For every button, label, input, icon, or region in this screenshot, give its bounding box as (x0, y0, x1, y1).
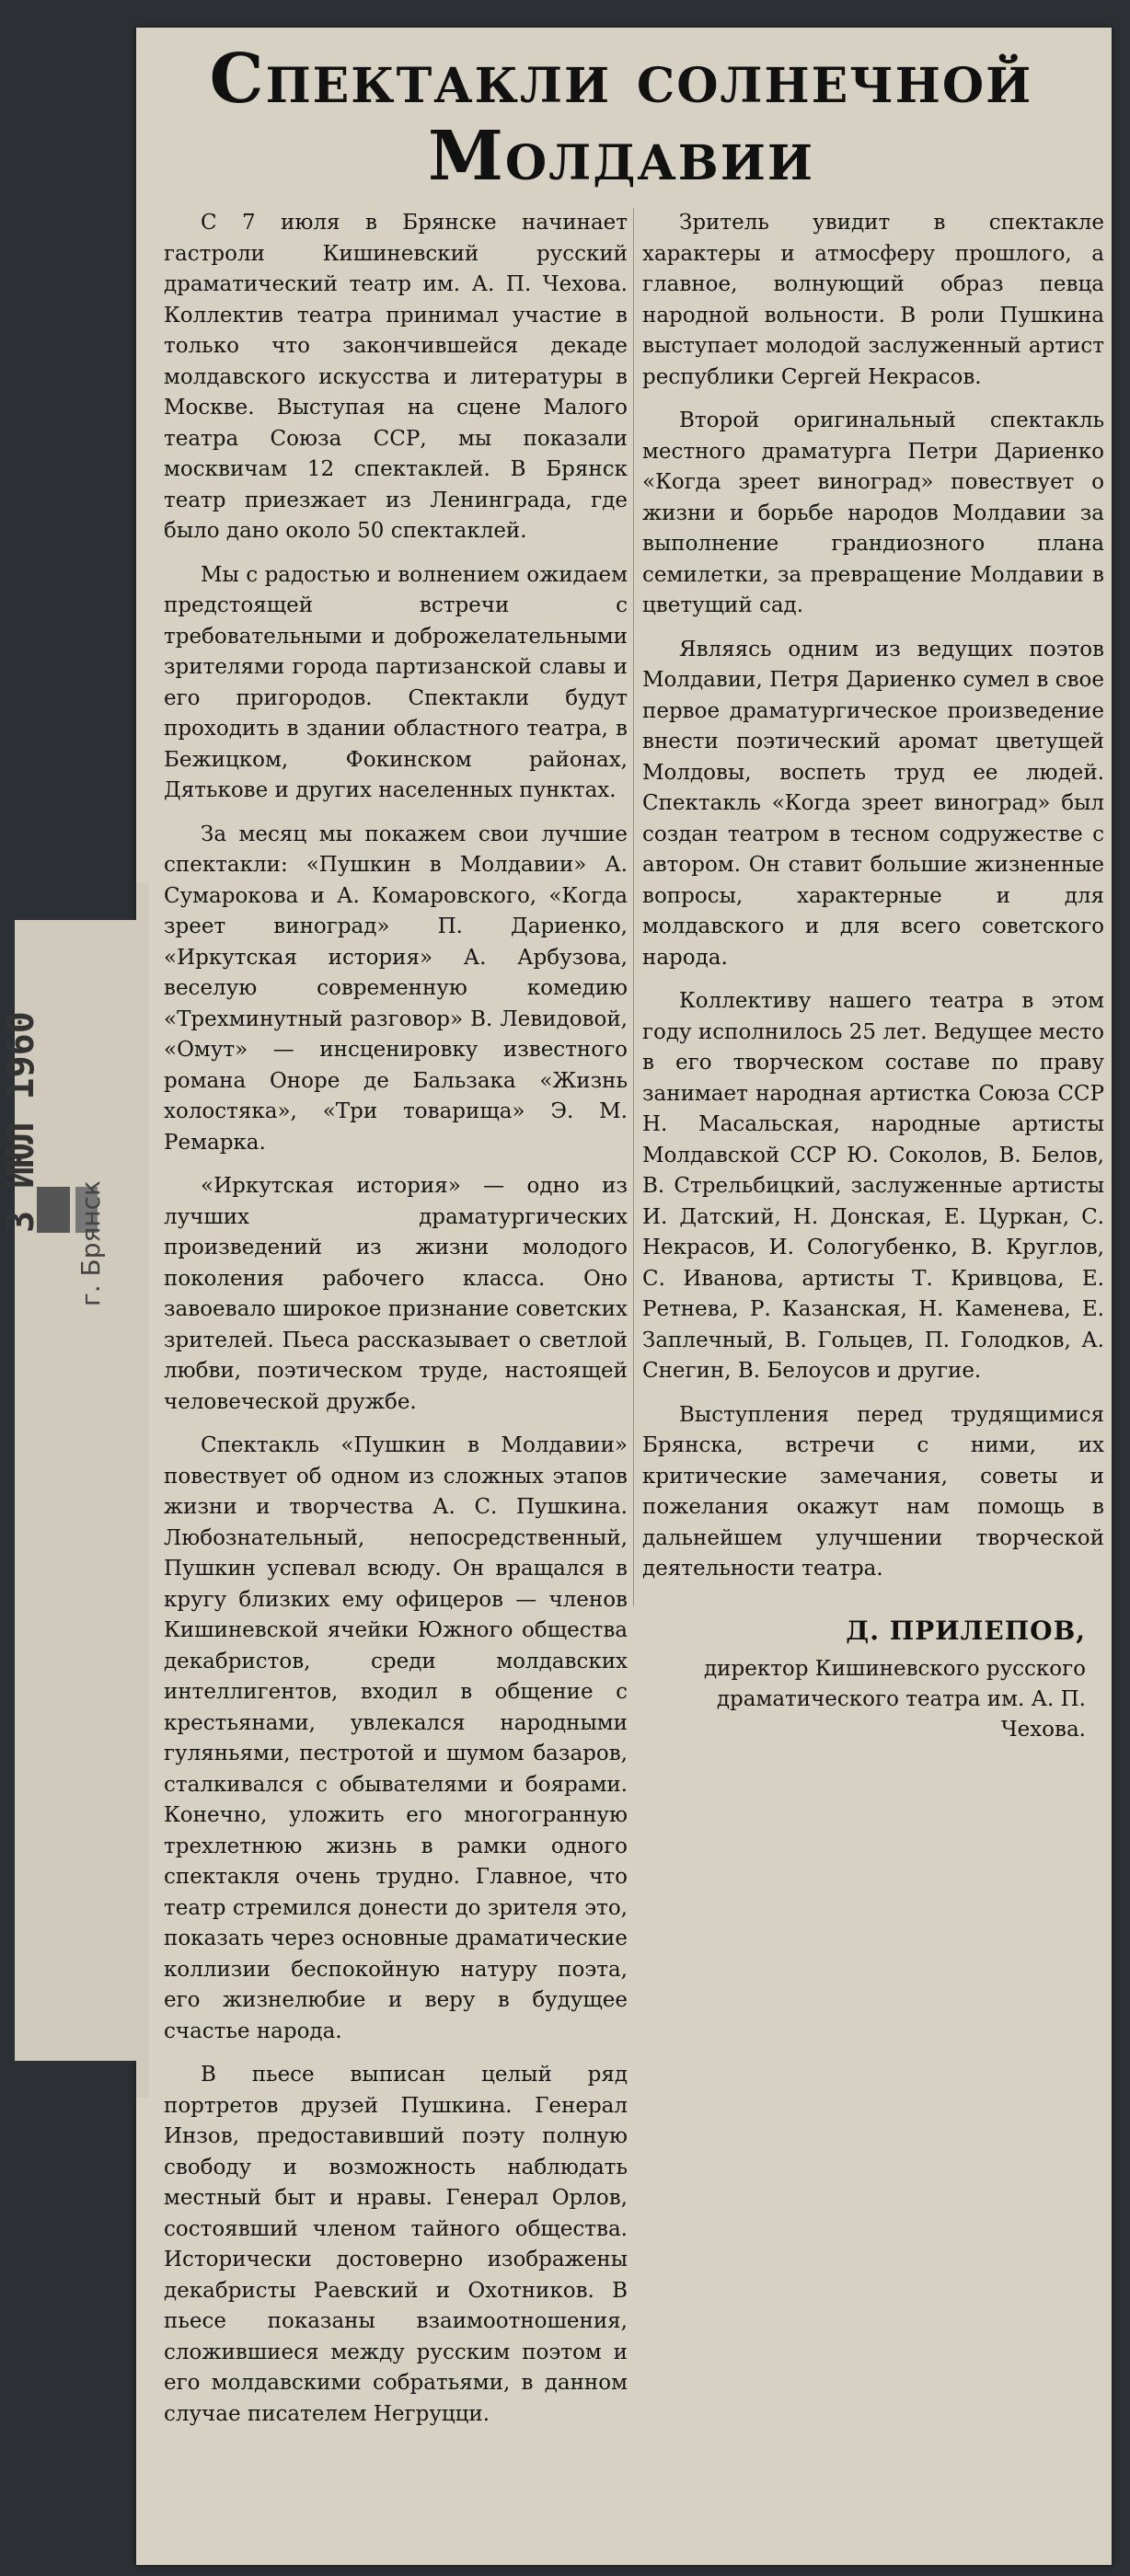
paragraph: С 7 июля в Брянске начинает гастроли Кишиневский русский драматический театр им. А. П. Чехова. Коллектив театра принимал участие в только что закончившейся декаде молдавского искусства и литературы в Москве. Выступая на сцене Малого театра Союза ССР, мы показали москвичам 12 спектаклей. В Брянск театр приезжает из Ленинграда, где было дано около 50 спектаклей. (164, 211, 628, 543)
article-headline: Спектакли солнечной Молдавии (209, 40, 1033, 196)
paragraph: Мы с радостью и волнением ожидаем предстоящей встречи с требовательными и доброжелательными зрителями города партизанской славы и его пригородов. Спектакли будут проходить в здании областного театра, в Бежицком, Фокинском районах, Дятькове и других населенных пунктах. (164, 562, 628, 802)
article-column-1 (164, 208, 628, 2430)
paragraph: Коллективу нашего театра в этом году исполнилось 25 лет. Ведущее место в его творческом составе по праву занимает народная артистка Союза ССР Н. Масальская, народные артисты Молдавской ССР Ю. Соколов, В. Белов, В. Стрельбицкий, заслуженные артисты И. Датский, Н. Донская, Е. Цуркан, С. Некрасов, И. Сологубенко, В. Круглов, С. Иванова, артисты Т. Кривцова, Е. Ретнева, Р. Казанская, Н. Каменева, Е. Заплечный, В. Гольцев, П. Голодков, А. Снегин, В. Белоусов и другие. (642, 989, 1104, 1383)
stamp-city: г. Брянск (75, 1180, 106, 1306)
paragraph: Зритель увидит в спектакле характеры и атмосферу прошлого, а главное, волнующий образ певца народной вольности. В роли Пушкина выступает молодой заслуженный артист республики Сергей Некрасов. (642, 211, 1104, 389)
paragraph: За месяц мы покажем свои лучшие спектакли: «Пушкин в Молдавии» А. Сумарокова и А. Комаровского, «Когда зреет виноград» П. Дариенко, «Иркутская история» А. Арбузова, веселую современную комедию «Трехминутный разговор» В. Левидовой, «Омут» — инсценировку известного романа Оноре де Бальзака «Жизнь холостяка», «Три товарища» Э. М. Ремарка. (164, 822, 628, 1155)
paragraph: Выступления перед трудящимися Брянска, встречи с ними, их критические замечания, советы и пожелания окажут нам помощь в дальнейшем улучшении творческой деятельности театра. (642, 1402, 1104, 1581)
paragraph: Являясь одним из ведущих поэтов Молдавии, Петря Дариенко сумел в свое первое драматургическое произведение внести поэтический аромат цветущей Молдовы, воспеть труд ее людей. Спектакль «Когда зреет виноград» был создан театром в тесном содружестве с автором. Он ставит большие жизненные вопросы, характерные и для молдавского и для всего советского народа. (642, 637, 1104, 970)
article-column-2 (642, 208, 1104, 1585)
author-title: директор Кишиневского русского драматического театра им. А. П. Чехова. (704, 1657, 1086, 1742)
paragraph: В пьесе выписан целый ряд портретов друзей Пушкина. Генерал Инзов, предоставивший поэту полную свободу и возможность наблюдать местный быт и нравы. Генерал Орлов, состоявший членом тайного общества. Исторически достоверно изображены декабристы Раевский и Охотников. В пьесе показаны взаимоотношения, сложившиеся между русским поэтом и его молдавскими собратьями, в данном случае писателем Негруцци. (164, 2063, 628, 2426)
stamp-date: 3 ИЮЛ 1960 (0, 1011, 42, 1233)
clipping-edge (136, 883, 149, 2098)
paragraph: Второй оригинальный спектакль местного драматурга Петри Дариенко «Когда зреет виноград» повествует о жизни и борьбе народов Молдавии за выполнение грандиозного плана семилетки, за превращение Молдавии в цветущий сад. (642, 408, 1104, 617)
paragraph: Спектакль «Пушкин в Молдавии» повествует об одном из сложных этапов жизни и творчества А. С. Пушкина. Любознательный, непосредственный, Пушкин успевал всюду. Он вращался в кругу близких ему офицеров — членов Кишиневской ячейки Южного общества декабристов, среди молдавских интеллигентов, входил в общение с крестьянами, увлекался народными гуляньями, пестротой и шумом базаров, сталкивался с обывателями и боярами. Конечно, уложить его многогранную трехлетнюю жизнь в рамки одного спектакля очень трудно. Главное, что театр стремился донести до зрителя это, показать через основные драматические коллизии беспокойную натуру поэта, его жизнелюбие и веру в будущее счастье народа. (164, 1433, 628, 2043)
author-signature: Д. ПРИЛЕПОВ, (846, 1616, 1086, 1646)
column-divider (633, 208, 634, 1606)
paragraph: «Иркутская история» — одно из лучших драматургических произведений из жизни молодого поколения рабочего класса. Оно завоевало широкое признание советских зрителей. Пьеса рассказывает о светлой любви, поэтическом труде, настоящей человеческой дружбе. (164, 1174, 628, 1414)
